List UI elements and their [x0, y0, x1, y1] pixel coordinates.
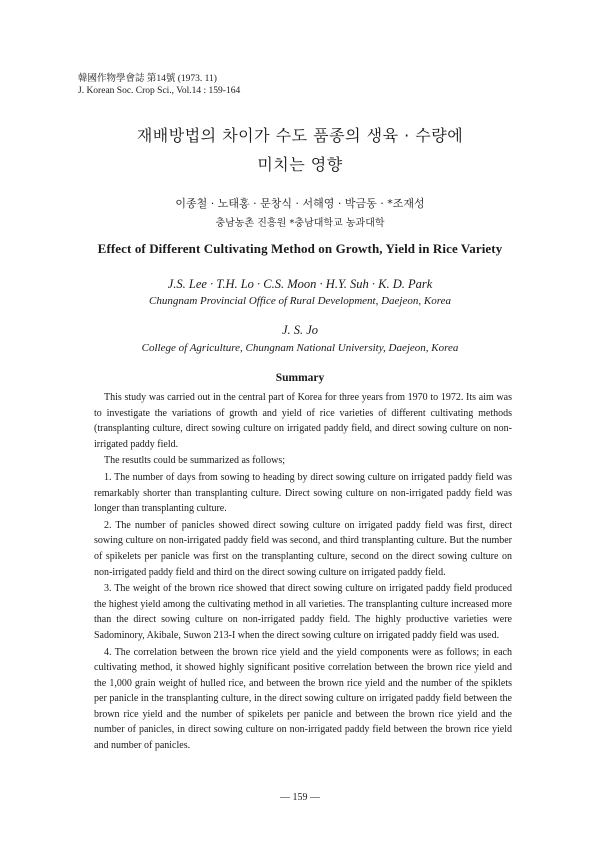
- summary-paragraph-item-4: 4. The correlation between the brown rice yield and the yield components were as follows; in each cultivating method, it showed highly significant positive correlation between the brown rice yield and the 1,000 grain weight of hulled rice, and between the brown rice yield and the number of the spiklets per panicle in the transplanting culture, in the direct sowing culture on irrigated paddy field between the brown rice yield and the number of spikelets per panicle and between the brown rice yield and the number of panicles, in direct sowing culture on non-irrigated paddy field between the brown rice yield and number of panicles.: [94, 646, 512, 752]
- korean-authors: 이종철 · 노태홍 · 문창식 · 서해영 · 박금동 · *조재성: [175, 197, 425, 210]
- journal-header: [78, 73, 240, 97]
- english-affiliation-2: College of Agriculture, Chungnam National University, Daejeon, Korea: [141, 342, 459, 354]
- korean-title-line-1: 재배방법의 차이가 수도 품종의 생육 · 수량에: [136, 126, 464, 145]
- english-title: Effect of Different Cultivating Method on Growth, Yield in Rice Variety: [97, 241, 503, 256]
- summary-paragraph-lead: The resutlts could be summarized as follows;: [104, 455, 286, 467]
- summary-paragraph-item-3: 3. The weight of the brown rice showed that direct sowing culture on irrigated paddy field produced the highest yield among the cultivating method in all varieties. The transplanting culture increased more than the direct sowing culture on non-irrigated paddy field. The highly productive varieties were Sadominory, Akibale, Suwon 213-I when the direct sowing culture on irrigated paddy field was used.: [94, 583, 512, 641]
- korean-affiliation: 충남농촌 진흥원 *충남대학교 농과대학: [215, 218, 385, 229]
- summary-paragraph-item-2: 2. The number of panicles showed direct sowing culture on irrigated paddy field was first, direct sowing culture on non-irrigated paddy field was second, and third transplanting culture. But the number of spikelets per panicle was first on the transplanting culture, second on the direct sowing culture on non-irrigated paddy field and third on the direct sowing culture on irrigated paddy field.: [94, 519, 512, 578]
- journal-citation-english: J. Korean Soc. Crop Sci., Vol.14 : 159-164: [78, 86, 241, 96]
- english-affiliation-1: Chungnam Provincial Office of Rural Development, Daejeon, Korea: [149, 295, 451, 307]
- english-authors-group-1: J.S. Lee · T.H. Lo · C.S. Moon · H.Y. Suh · K. D. Park: [167, 277, 433, 291]
- page-number: — 159 —: [280, 792, 320, 803]
- english-authors-group-2: J. S. Jo: [281, 323, 319, 337]
- summary-paragraph-intro: This study was carried out in the central part of Korea for three years from 1970 to 1972. Its aim was to investigate the variations of growth and yield of rice varieties of different cultivating methods (transplanting culture, direct sowing culture on irrigated paddy field, and direct sowing culture on non-irrigated paddy field.: [94, 392, 512, 450]
- korean-title-line-2: 미치는 영향: [257, 155, 343, 174]
- journal-citation-korean: 韓國作物學會誌 第14號 (1973. 11): [78, 74, 217, 84]
- summary-heading: Summary: [275, 372, 325, 384]
- summary-paragraph-item-1: 1. The number of days from sowing to heading by direct sowing culture on irrigated paddy field was remarkably shorter than transplanting culture. Direct sowing culture on non-irrigated paddy field was longer than transplanting culture.: [94, 471, 512, 515]
- summary-body: [94, 390, 512, 754]
